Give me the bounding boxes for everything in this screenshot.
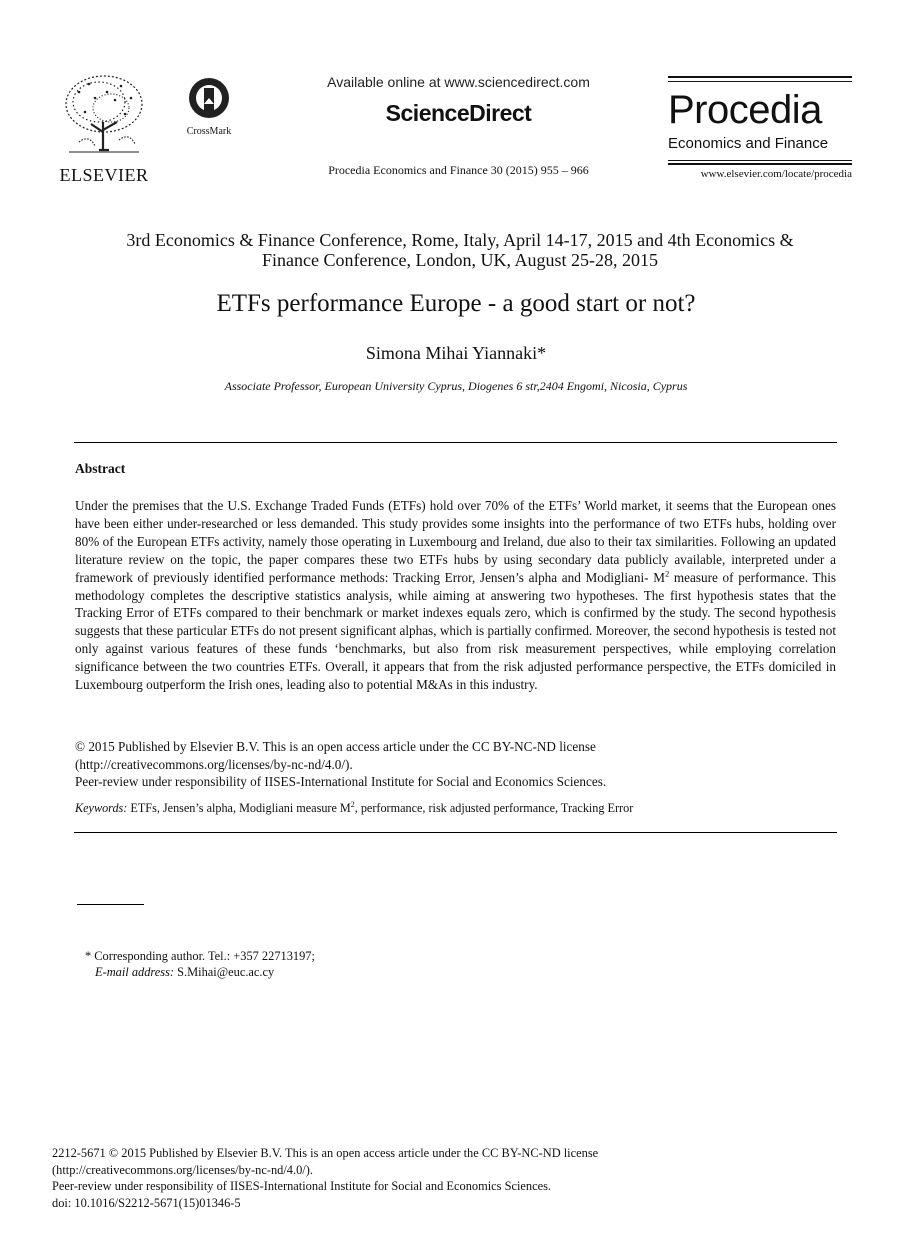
footer-issn-license: 2212-5671 © 2015 Published by Elsevier B.V. This is an open access article under the CC BY-NC-ND license (52, 1146, 599, 1160)
author-affiliation: Associate Professor, European University Cyprus, Diogenes 6 str,2404 Engomi, Nicosia, Cyprus (224, 379, 688, 393)
abstract-bottom-rule (74, 832, 837, 833)
corresponding-author: * Corresponding author. Tel.: +357 22713197; (85, 949, 315, 963)
procedia-title: Procedia (668, 88, 822, 132)
elsevier-wordmark: ELSEVIER (59, 165, 149, 185)
abstract-top-rule (74, 442, 837, 443)
journal-reference: Procedia Economics and Finance 30 (2015) 955 – 966 (328, 163, 589, 177)
procedia-subtitle: Economics and Finance (668, 135, 829, 152)
keywords-text-part-2: , performance, risk adjusted performance, Tracking Error (354, 801, 634, 815)
email-line (85, 964, 315, 980)
abstract-text-part-1: Under the premises that the U.S. Exchange Traded Funds (ETFs) hold over 70% of the ETFs’ World market, it seems that the European ones have been either under-researched or less demanded. This study provides some insights into the performance of two ETFs hubs, holding over 80% of the European ETFs activity, namely those operating in Luxembourg and Ireland, due also to their tax similarities. Following an updated literature review on the topic, the paper compares these two ETFs hubs by using secondary data publicly available, interpreted under a framework of previously identified performance methods: Tracking Error, Jensen’s alpha and Modigliani- M (75, 498, 836, 585)
license-block (75, 738, 836, 791)
license-line-3: Peer-review under responsibility of IISES-International Institute for Social and Economics Sciences. (75, 774, 607, 790)
procedia-bottom-rule (668, 163, 852, 165)
email-address[interactable]: S.Mihai@euc.ac.cy (174, 965, 275, 979)
crossmark-label: CrossMark (186, 126, 232, 137)
paper-title: ETFs performance Europe - a good start or not? (216, 290, 696, 317)
footer-doi[interactable]: doi: 10.1016/S2212-5671(15)01346-5 (52, 1195, 241, 1210)
procedia-top-rule-thin (668, 81, 852, 82)
conference-info (60, 230, 860, 270)
footer-license-link[interactable]: (http://creativecommons.org/licenses/by-nc-nd/4.0/). (52, 1162, 313, 1177)
abstract-text (75, 497, 836, 694)
license-link[interactable]: (http://creativecommons.org/licenses/by-nc-nd/4.0/). (75, 756, 353, 772)
footer-peer-review: Peer-review under responsibility of IISES-International Institute for Social and Economics Sciences. (52, 1179, 552, 1193)
keywords-text-part-1: ETFs, Jensen’s alpha, Modigliani measure M (127, 801, 351, 815)
footnote-rule (77, 904, 144, 905)
author-name: Simona Mihai Yiannaki* (365, 343, 547, 363)
procedia-url[interactable]: www.elsevier.com/locate/procedia (700, 168, 852, 180)
conference-line-1: 3rd Economics & Finance Conference, Rome, Italy, April 14-17, 2015 and 4th Economics & (126, 230, 794, 250)
available-online: Available online at www.sciencedirect.com (327, 74, 590, 90)
abstract-superscript: 2 (664, 568, 670, 579)
abstract-text-part-2: measure of performance. This methodology completes the descriptive statistics analysis, while aiming at answering two hypotheses. The first hypothesis states that the Tracking Error of ETFs compared to their benchmark or market indexes equals zero, which is confirmed by the study. The second hypothesis suggests that these particular ETFs do not present significant alphas, which is partially confirmed. Moreover, the second hypothesis is tested not only against various features of these funds ‘benchmarks, but also from risk measurement perspectives, while employing correlation significance between the two countries ETFs. Overall, it appears that from the risk adjusted performance perspective, the ETFs domiciled in Luxembourg outperform the Irish ones, leading also to potential M&As in this industry. (75, 569, 836, 693)
email-label: E-mail address: (95, 965, 175, 979)
keywords (75, 801, 836, 816)
sciencedirect-brand: ScienceDirect (385, 100, 532, 126)
license-line-1: © 2015 Published by Elsevier B.V. This is an open access article under the CC BY-NC-ND license (75, 739, 596, 754)
conference-line-2: Finance Conference, London, UK, August 25-28, 2015 (262, 250, 658, 270)
footnote (85, 948, 315, 980)
procedia-top-rule (668, 76, 852, 78)
keywords-label: Keywords: (75, 801, 128, 815)
abstract-heading: Abstract (75, 461, 126, 476)
page-footer (52, 1145, 598, 1211)
procedia-bottom-rule-thin (668, 160, 852, 161)
keywords-superscript: 2 (350, 799, 355, 809)
procedia-logo (668, 76, 852, 180)
